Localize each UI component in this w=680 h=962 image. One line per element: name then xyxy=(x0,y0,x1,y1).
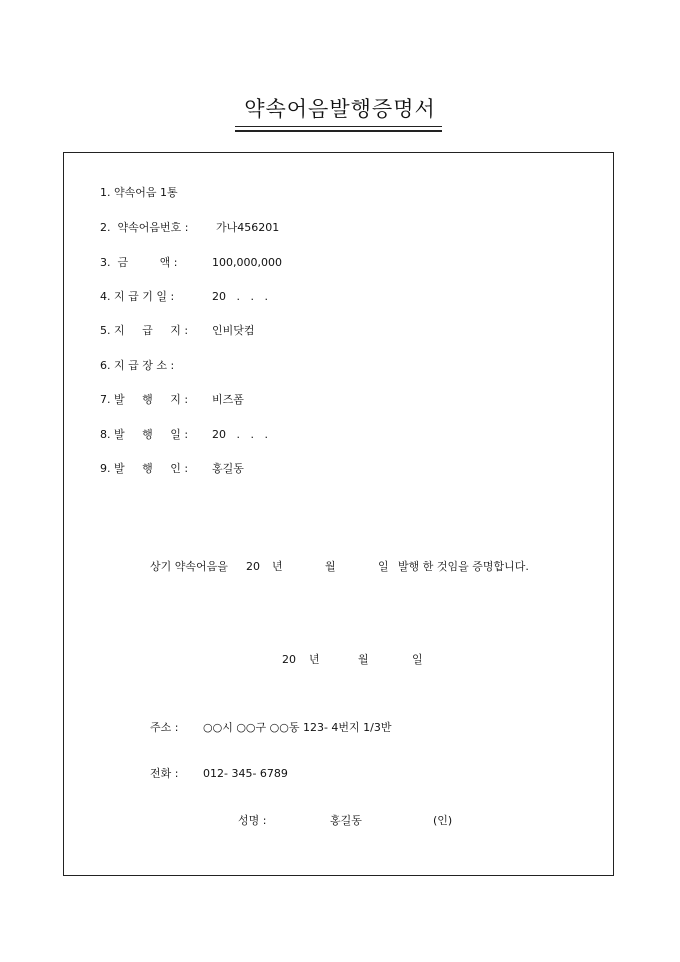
item-label: 7. 발 행 지 : xyxy=(100,393,189,406)
address-label: 주소 : xyxy=(150,721,179,734)
title-underline-thick xyxy=(235,130,442,132)
item-6 xyxy=(100,359,175,387)
item-label: 6. 지 급 장 소 : xyxy=(100,359,175,372)
note-number-value: 가나456201 xyxy=(216,221,280,234)
statement-year-unit: 년 xyxy=(272,560,283,573)
statement-year: 20 xyxy=(246,560,260,573)
item-label: 2. 약속어음번호 : xyxy=(100,221,189,234)
date-day-unit: 일 xyxy=(412,653,423,666)
phone-value: 012- 345- 6789 xyxy=(203,767,288,780)
signature-name: 홍길동 xyxy=(330,814,362,827)
due-date-value: 20 . . . xyxy=(212,290,268,303)
item-9 xyxy=(100,462,244,504)
issue-date-value: 20 . . . xyxy=(212,428,268,441)
item-label: 8. 발 행 일 : xyxy=(100,428,189,441)
amount-value: 100,000,000 xyxy=(212,256,282,269)
item-1 xyxy=(100,186,178,214)
date-year-unit: 년 xyxy=(309,653,320,666)
statement-prefix: 상기 약속어음을 xyxy=(150,560,228,573)
document-title: 약속어음발행증명서 xyxy=(244,97,436,121)
statement-suffix: 발행 한 것임을 증명합니다. xyxy=(398,560,529,573)
statement-month-unit: 월 xyxy=(325,560,336,573)
signature-label: 성명 : xyxy=(238,814,267,827)
issuer-value: 홍길동 xyxy=(212,462,244,475)
issue-place-value: 비즈폼 xyxy=(212,393,244,406)
title-underline xyxy=(235,126,442,127)
payment-place-value: 인비닷컴 xyxy=(212,324,255,337)
statement-day-unit: 일 xyxy=(378,560,389,573)
item-label: 9. 발 행 인 : xyxy=(100,462,189,475)
item-label: 3. 금 액 : xyxy=(100,256,178,269)
date-year: 20 xyxy=(282,653,296,666)
item-label: 5. 지 급 지 : xyxy=(100,324,189,337)
seal-mark: (인) xyxy=(433,814,453,827)
item-label: 1. 약속어음 1통 xyxy=(100,186,178,199)
phone-label: 전화 : xyxy=(150,767,179,780)
date-month-unit: 월 xyxy=(358,653,369,666)
item-label: 4. 지 급 기 일 : xyxy=(100,290,175,303)
address-value: ○○시 ○○구 ○○동 123- 4번지 1/3반 xyxy=(203,721,392,734)
